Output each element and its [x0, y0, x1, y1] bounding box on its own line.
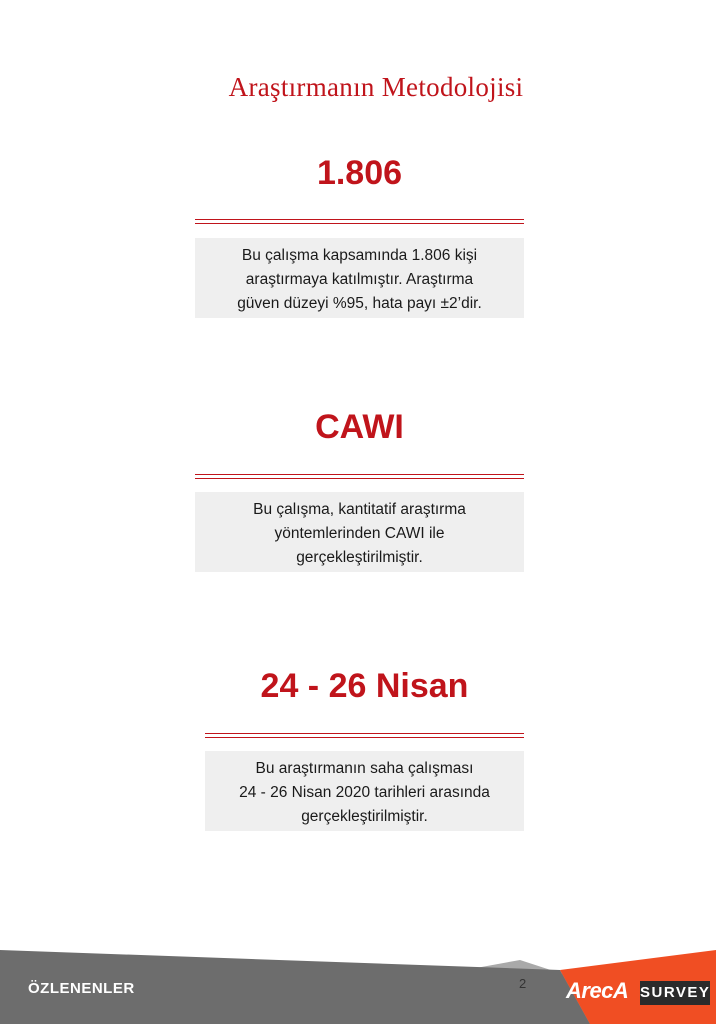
section-1-heading: 1.806: [316, 154, 403, 192]
areda-survey-logo: [566, 978, 712, 1008]
logo-areda-text: ArecA: [566, 978, 629, 1003]
section-2-line-1: Bu çalışma, kantitatif araştırma: [253, 501, 466, 518]
section-3-line-1: Bu araştırmanın saha çalışması: [255, 760, 474, 777]
section-3-heading: 24 - 26 Nisan: [260, 667, 469, 705]
section-1-description-box: [195, 238, 524, 318]
section-2-line-3: gerçekleştirilmiştir.: [296, 549, 423, 566]
page-title: Araştırmanın Metodolojisi: [228, 72, 524, 102]
footer-label: ÖZLENENLER: [28, 980, 135, 997]
logo-survey-text: SURVEY: [640, 981, 710, 1005]
section-3-line-3: gerçekleştirilmiştir.: [301, 808, 428, 825]
section-3-divider: [205, 733, 524, 738]
section-3-line-2: 24 - 26 Nisan 2020 tarihleri arasında: [239, 784, 490, 801]
section-3-description-box: [205, 751, 524, 831]
section-2-line-2: yöntemlerinden CAWI ile: [274, 525, 445, 542]
section-2-divider: [195, 474, 524, 479]
section-1-line-3: güven düzeyi %95, hata payı ±2’dir.: [237, 295, 482, 312]
section-1-divider: [195, 219, 524, 224]
page-number: 2: [519, 976, 527, 991]
section-2-heading: CAWI: [315, 408, 404, 446]
section-1-line-2: araştırmaya katılmıştır. Araştırma: [245, 271, 474, 288]
section-2-description-box: [195, 492, 524, 572]
section-1-line-1: Bu çalışma kapsamında 1.806 kişi: [241, 247, 478, 264]
